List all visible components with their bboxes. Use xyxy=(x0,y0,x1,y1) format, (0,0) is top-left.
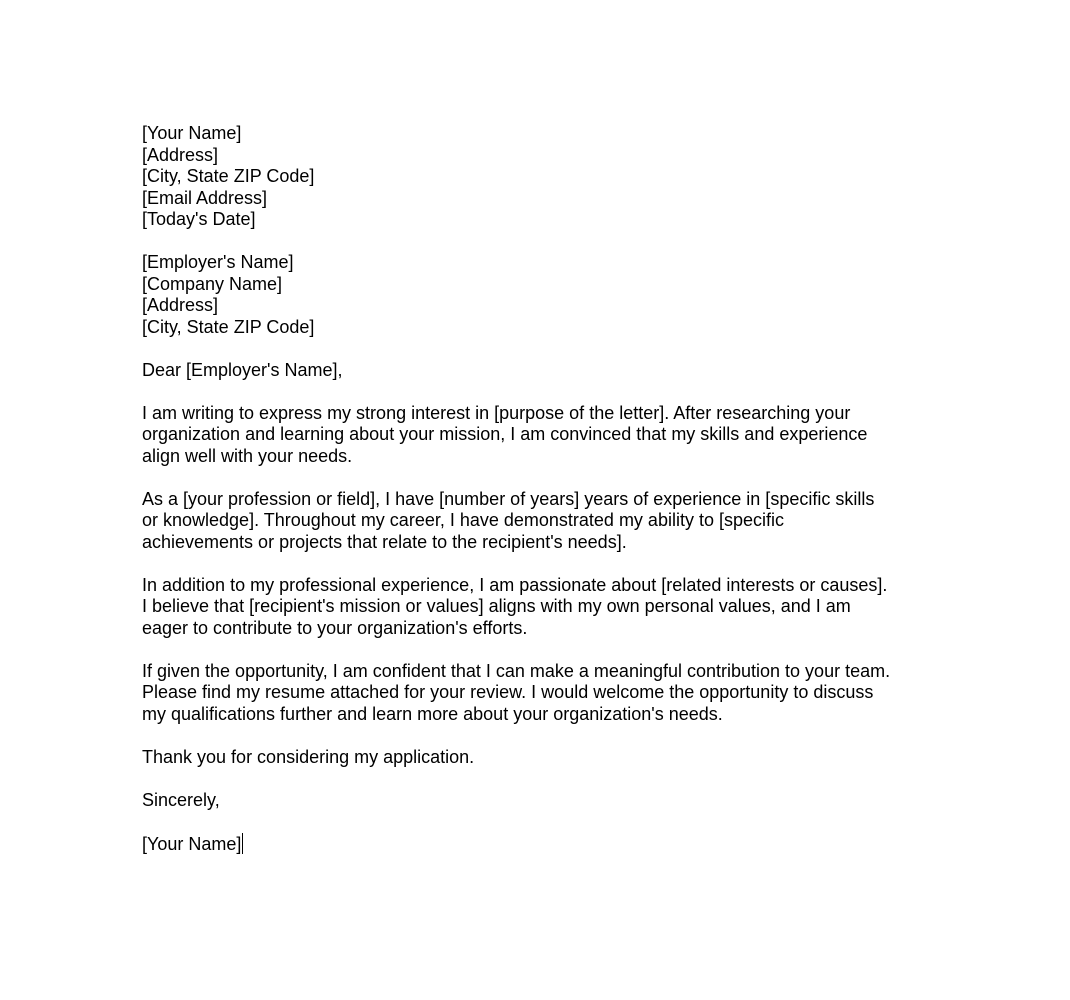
sender-city-state-zip: [City, State ZIP Code] xyxy=(142,166,315,186)
body-paragraph-5 xyxy=(142,747,932,769)
body-paragraph-3 xyxy=(142,575,932,640)
recipient-block xyxy=(142,252,932,338)
paragraph-line: organization and learning about your mission, I am convinced that my skills and experience xyxy=(142,424,868,444)
paragraph-line: In addition to my professional experience, I am passionate about [related interests or causes]. xyxy=(142,574,888,595)
recipient-company-name: [Company Name] xyxy=(142,273,283,294)
paragraph-line: Thank you for considering my application. xyxy=(142,746,475,767)
letter-date: [Today's Date] xyxy=(142,209,256,229)
sender-block xyxy=(142,123,932,231)
paragraph-line: align well with your needs. xyxy=(142,445,353,466)
text-cursor xyxy=(242,833,243,854)
paragraph-line: eager to contribute to your organization's efforts. xyxy=(142,617,528,638)
document-page[interactable] xyxy=(142,123,932,855)
signature-line xyxy=(142,833,932,856)
signature-name: [Your Name] xyxy=(142,833,242,854)
paragraph-line: I believe that [recipient's mission or values] aligns with my own personal values, and I am xyxy=(142,596,851,616)
salutation-text: Dear [Employer's Name], xyxy=(142,359,343,380)
body-paragraph-2 xyxy=(142,489,932,554)
body-paragraph-1 xyxy=(142,403,932,468)
sender-address: [Address] xyxy=(142,144,219,165)
closing-text: Sincerely, xyxy=(142,789,220,810)
paragraph-line: I am writing to express my strong interest in [purpose of the letter]. After researching your xyxy=(142,402,851,423)
paragraph-line: achievements or projects that relate to the recipient's needs]. xyxy=(142,531,627,552)
salutation xyxy=(142,360,932,382)
closing xyxy=(142,790,932,812)
paragraph-line: As a [your profession or field], I have [number of years] years of experience in [specific skills xyxy=(142,488,875,509)
sender-name: [Your Name] xyxy=(142,123,242,143)
recipient-address: [Address] xyxy=(142,295,219,315)
recipient-employer-name: [Employer's Name] xyxy=(142,252,294,272)
paragraph-line: If given the opportunity, I am confident that I can make a meaningful contribution to your team. xyxy=(142,660,891,681)
paragraph-line: or knowledge]. Throughout my career, I have demonstrated my ability to [specific xyxy=(142,510,784,530)
paragraph-line: Please find my resume attached for your review. I would welcome the opportunity to discuss xyxy=(142,682,874,702)
body-paragraph-4 xyxy=(142,661,932,726)
sender-email: [Email Address] xyxy=(142,187,268,208)
signature-block xyxy=(142,833,932,856)
recipient-city-state-zip: [City, State ZIP Code] xyxy=(142,316,315,337)
paragraph-line: my qualifications further and learn more about your organization's needs. xyxy=(142,703,723,724)
